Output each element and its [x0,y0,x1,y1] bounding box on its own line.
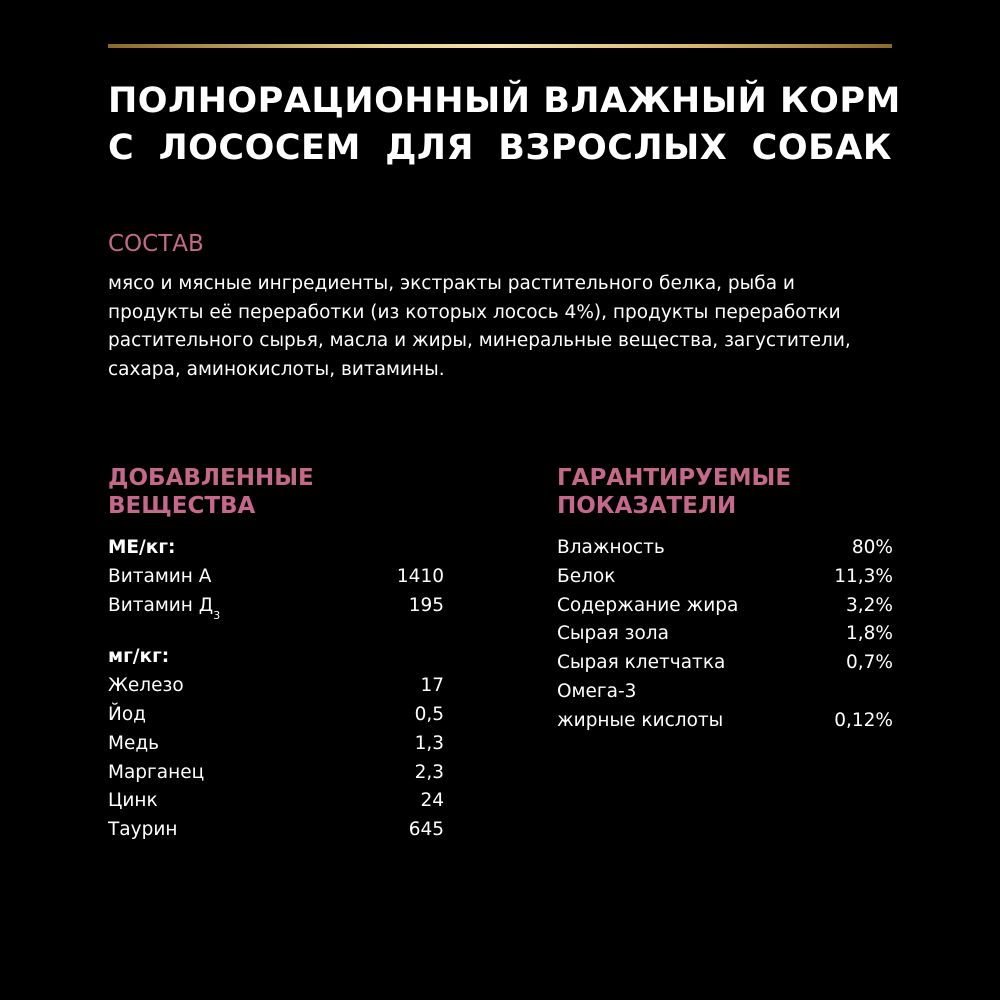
table-row [557,592,893,621]
product-title-line-2: С ЛОСОСЕМ ДЛЯ ВЗРОСЛЫХ СОБАК [108,128,892,168]
table-row [557,649,893,678]
indicator-name: Сырая клетчатка [557,652,726,674]
indicator-value: 80% [851,537,893,558]
additives-heading [108,464,408,520]
nutrient-value: 645 [408,819,444,841]
nutrient-value: 1,3 [414,732,444,754]
omega-label-line-1: Омега-3 [557,680,637,702]
indicator-value: 0,7% [846,652,893,674]
iu-group-label: МЕ/кг: [108,537,176,558]
table-row [108,563,444,592]
nutrient-value: 24 [420,790,444,812]
table-row [557,620,893,649]
table-row [557,534,893,563]
indicator-value: 3,2% [846,594,893,616]
nutrient-name: Витамин Д [108,594,214,616]
indicator-value: 11,3% [834,565,893,587]
group-spacer [108,620,444,643]
indicator-value: 1,8% [846,623,893,645]
guaranteed-heading-line-2: ПОКАЗАТЕЛИ [557,493,737,519]
nutrient-value: 2,3 [414,761,444,783]
gold-divider-line [108,44,892,48]
indicator-name: Белок [557,565,616,587]
guaranteed-table [557,534,893,736]
table-row [108,592,444,621]
additives-table [108,534,444,845]
product-title-line-1: ПОЛНОРАЦИОННЫЙ ВЛАЖНЫЙ КОРМ [108,81,901,121]
nutrient-value: 195 [408,594,444,616]
additives-heading-line-2: ВЕЩЕСТВА [108,493,256,519]
nutrient-value: 17 [420,675,444,697]
nutrient-name: Медь [108,732,160,754]
guaranteed-heading [557,464,877,520]
additives-heading-line-1: ДОБАВЛЕННЫЕ [108,465,314,491]
nutrient-subscript: 3 [213,608,221,622]
nutrient-value: 0,5 [414,703,444,725]
table-row [108,787,444,816]
nutrient-name: Железо [108,675,184,697]
product-title [108,78,901,172]
indicator-name: Сырая зола [557,623,669,645]
nutrient-name: Марганец [108,761,205,783]
table-row [557,707,893,736]
guaranteed-heading-line-1: ГАРАНТИРУЕМЫЕ [557,465,792,491]
nutrient-name: Цинк [108,790,158,812]
table-row [108,816,444,845]
composition-heading: СОСТАВ [108,231,204,257]
indicator-name: Содержание жира [557,594,739,616]
nutrient-name: Йод [108,703,146,725]
composition-text: мясо и мясные ингредиенты, экстракты растительного белка, рыба и продукты её переработки (из которых лосось 4%), продукты переработки растительного сырья, масла и жиры, минеральные вещества, загустители, сахара, аминокислоты, витамины. [108,273,851,380]
table-row [108,701,444,730]
indicator-name: Влажность [557,537,665,558]
nutrient-name: Витамин А [108,565,212,587]
table-row [557,678,893,707]
table-row [557,563,893,592]
omega-value: 0,12% [834,709,893,731]
table-row [108,730,444,759]
table-row [108,759,444,788]
mg-group-label: мг/кг: [108,646,170,668]
table-row [108,672,444,701]
nutrient-name-with-subscript [108,592,220,621]
omega-label-line-2: жирные кислоты [557,709,724,731]
nutrient-name: Таурин [108,819,178,841]
nutrient-value: 1410 [396,565,444,587]
